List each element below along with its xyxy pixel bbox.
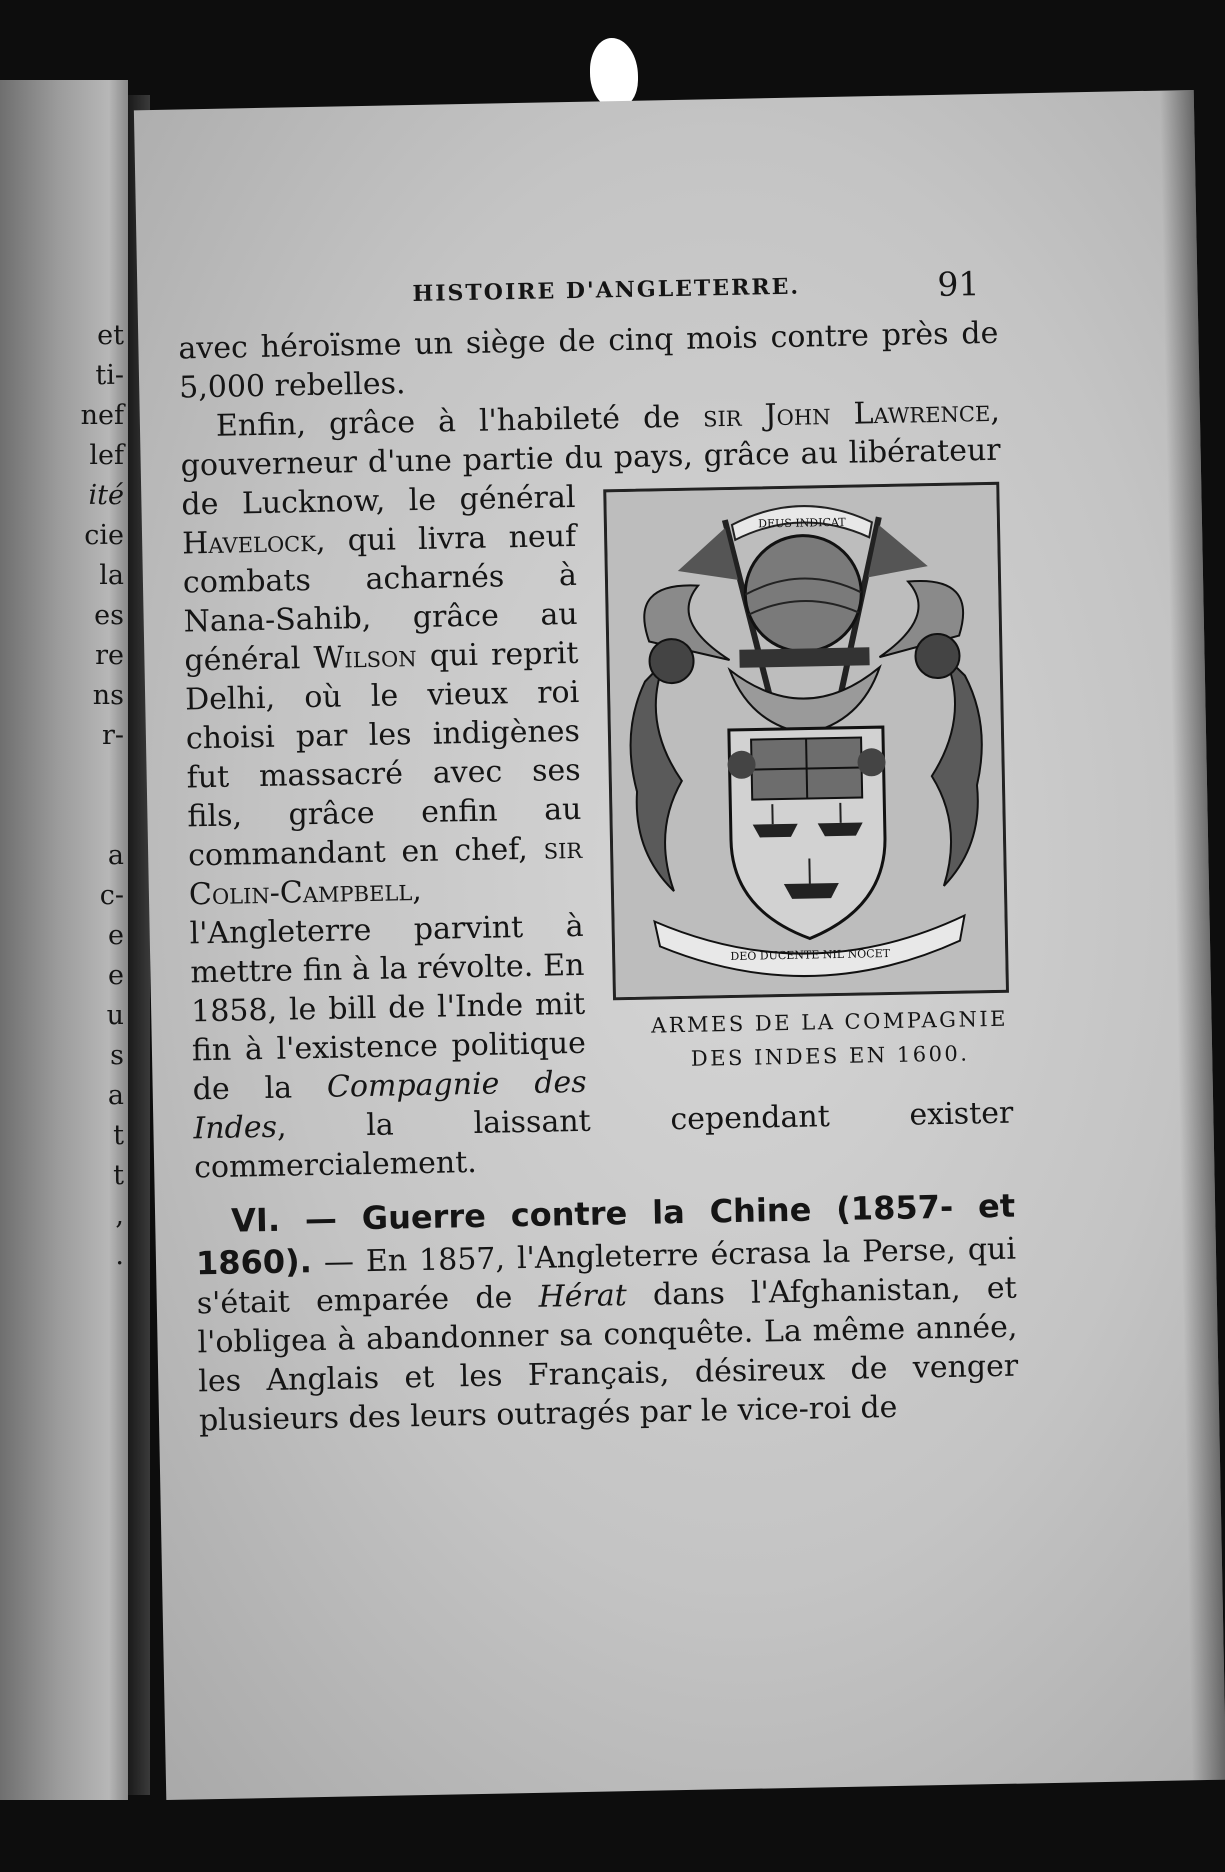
text-run: dans l'Afghanistan, et l'obligea à abandonner sa conquête. La même année, les Anglais et les Français, désireux de venger plusieurs des leurs outragés par le vice-roi de <box>197 1270 1019 1439</box>
fragment: ns <box>92 680 124 711</box>
person-name: sir John Lawrence <box>702 393 991 435</box>
section-number: VI. — <box>230 1199 363 1240</box>
page-number: 91 <box>936 264 980 304</box>
facing-page-fragment <box>0 80 128 1800</box>
fragment: la <box>99 560 124 591</box>
fragment: a <box>107 840 124 871</box>
text-run: Enfin, grâce à l'habileté de <box>215 399 704 444</box>
figure-caption <box>611 1003 1012 1078</box>
text-run: — En 1857, l'Angleterre écrasa la Perse, qui s'était emparée de <box>196 1231 1017 1322</box>
fragment: e <box>108 920 124 951</box>
paragraph: avec héroïsme un siège de cinq mois contre près de 5,000 rebelles. <box>178 315 999 406</box>
fragment: t <box>113 1160 124 1191</box>
fragment: u <box>106 1000 124 1031</box>
place-name: Hérat <box>538 1278 628 1315</box>
person-name: Havelock <box>181 523 317 562</box>
fragment: s <box>110 1040 124 1071</box>
text-run: , l'Angleterre parvint à mettre fin à la révolte. En 1858, le bill de l'Inde mit fin à l'existence politique de la <box>189 872 587 1108</box>
body-text <box>178 314 1019 1441</box>
fragment: e <box>108 960 124 991</box>
fragment: , <box>115 1200 124 1231</box>
text-run: qui reprit Delhi, où le vieux roi choisi par les indigènes fut massacré avec ses fils, grâce enfin au commandant en chef, <box>184 635 582 874</box>
person-name: Wilson <box>313 639 417 676</box>
running-head: HISTOIRE D'ANGLETERRE. <box>412 273 801 308</box>
fragment: ité <box>88 480 124 511</box>
fragment: nef <box>80 400 124 431</box>
fragment: r- <box>101 720 124 751</box>
fragment: cie <box>84 520 124 551</box>
fragment: re <box>95 640 124 671</box>
paragraph <box>180 392 1015 1188</box>
fragment: ti- <box>95 360 124 391</box>
motto-bottom: DEO DUCENTE NIL NOCET <box>730 946 891 964</box>
book-page <box>134 90 1225 1800</box>
fragment: es <box>94 600 124 631</box>
fragment: et <box>97 320 124 351</box>
fragment: lef <box>89 440 124 471</box>
person-name: sir Colin-Campbell <box>188 830 583 913</box>
motto-top: DEUS INDICAT <box>758 515 846 531</box>
text-run: , gouverneur d'une partie du pays, grâce au libérateur de Lucknow, le général <box>180 393 1001 523</box>
section-heading: Guerre contre la Chine (1857- et 1860). <box>195 1186 1016 1282</box>
section-paragraph <box>195 1186 1019 1441</box>
page-edge-shadow <box>1160 90 1225 1780</box>
fragment: . <box>115 1240 124 1271</box>
text-run: , qui livra neuf combats acharnés à Nana-Sahib, grâce au général <box>182 518 578 679</box>
caption-line: DES INDES EN 1600. <box>690 1041 970 1071</box>
paper-scratch-mark <box>590 38 638 108</box>
text-run: , la laissant cependant exister commercialement. <box>193 1095 1014 1186</box>
caption-line: ARMES DE LA COMPAGNIE <box>650 1006 1009 1038</box>
company-name: Compagnie des Indes <box>193 1064 587 1147</box>
fragment: c- <box>99 880 124 911</box>
fragment: a <box>107 1080 124 1111</box>
coat-of-arms-figure <box>601 482 1012 1078</box>
coat-of-arms-illustration <box>603 482 1009 1001</box>
fragment: t <box>113 1120 124 1151</box>
